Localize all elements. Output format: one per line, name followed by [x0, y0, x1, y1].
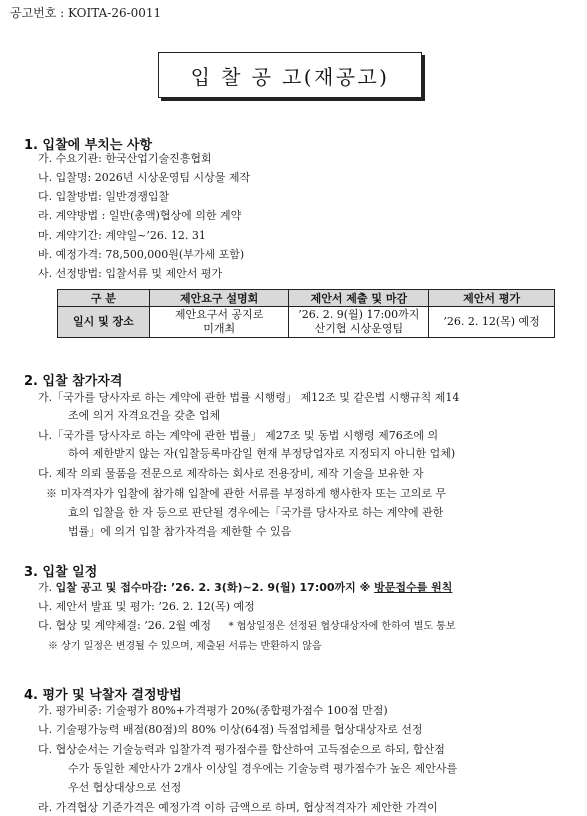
section-1-item: 나. 입찰명: 2026년 시상운영팀 시상물 제작	[38, 171, 251, 184]
section-3-line-registration	[38, 580, 452, 595]
section-2-heading: 2. 입찰 참가자격	[24, 374, 123, 389]
visit-submission-note: 방문접수를 원칙	[374, 581, 453, 594]
table-cell-line: 미개최	[203, 322, 236, 335]
section-2-line: 조에 의거 자격요건을 갖춘 업체	[68, 409, 221, 422]
section-2-line: 다. 제작 의뢰 물품을 전문으로 제작하는 회사로 전용장비, 제작 기술을 보유한 자	[38, 467, 424, 480]
section-3-line-negotiation	[38, 618, 456, 634]
table-cell-line: ’26. 2. 12(목) 예정	[443, 315, 540, 328]
section-1-item: 라. 계약방법 : 일반(총액)협상에 의한 계약	[38, 209, 242, 222]
section-1-heading: 1. 입찰에 부치는 사항	[24, 138, 153, 153]
section-3-heading: 3. 입찰 일정	[24, 565, 98, 580]
table-cell-submission	[289, 307, 429, 338]
table-cell-line: 제안요구서 공지로	[174, 308, 264, 321]
section-4-line: 수가 동일한 제안사가 2개사 이상일 경우에는 기술능력 평가점수가 높은 제안사를	[68, 762, 458, 775]
section-1-item: 가. 수요기관: 한국산업기술진흥협회	[38, 152, 212, 165]
section-2-line: 가.「국가를 당사자로 하는 계약에 관한 법률 시행령」 제12조 및 같은법 시행규칙 제14	[38, 391, 460, 404]
section-4-heading: 4. 평가 및 낙찰자 결정방법	[24, 688, 182, 703]
section-3-note: ※ 상기 일정은 변경될 수 있으며, 제출된 서류는 반환하지 않음	[48, 641, 322, 652]
section-4-line: 나. 기술평가능력 배점(80점)의 80% 이상(64점) 득점업체를 협상대상자로 선정	[38, 723, 423, 736]
table-row-label: 일시 및 장소	[58, 307, 150, 338]
table-header-cell: 구 분	[58, 290, 150, 307]
section-1-item: 마. 계약기간: 계약일~’26. 12. 31	[38, 229, 206, 242]
section-4-line: 다. 협상순서는 기술능력과 입찰가격 평가점수를 합산하여 고득점순으로 하되, 합산점	[38, 743, 445, 756]
section-1-item: 바. 예정가격: 78,500,000원(부가세 포함)	[38, 248, 245, 261]
section-3-line: 나. 제안서 발표 및 평가: ’26. 2. 12(목) 예정	[38, 600, 255, 613]
section-2-note: 효의 입찰을 한 자 등으로 판단될 경우에는「국가를 당사자로 하는 계약에 관한	[68, 506, 444, 519]
page-title: 입 찰 공 고(재공고)	[158, 52, 422, 98]
section-4-line: 우선 협상대상으로 선정	[68, 781, 182, 794]
notice-number: 공고번호 : KOITA-26-0011	[10, 6, 162, 20]
table-header-cell: 제안요구 설명회	[149, 290, 289, 307]
section-2-line: 하여 제한받지 않는 자(입찰등록마감일 현재 부정당업자로 지정되지 아니한 업체)	[68, 447, 456, 460]
table-cell-evaluation	[429, 307, 555, 338]
negotiation-note: * 협상일정은 선정된 협상대상자에 한하여 별도 통보	[228, 621, 456, 632]
section-4-line: 라. 가격협상 기준가격은 예정가격 이하 금액으로 하며, 협상적격자가 제안한 가격이	[38, 801, 438, 814]
schedule-table	[57, 289, 555, 338]
section-3-line: 다. 협상 및 계약체결: ’26. 2월 예정	[38, 619, 212, 632]
registration-deadline: 입찰 공고 및 접수마감: ’26. 2. 3(화)~2. 9(월) 17:00까지 ※	[55, 581, 375, 594]
section-2-line: 나.「국가를 당사자로 하는 계약에 관한 법률」 제27조 및 동법 시행령 제76조에 의	[38, 429, 439, 442]
table-cell-briefing	[149, 307, 289, 338]
section-2-note: 법률」에 의거 입찰 참가자격을 제한할 수 있음	[68, 525, 292, 538]
table-header-cell: 제안서 평가	[429, 290, 555, 307]
table-header-cell: 제안서 제출 및 마감	[289, 290, 429, 307]
table-header-row	[58, 290, 555, 307]
table-cell-line: ’26. 2. 9(월) 17:00까지	[298, 308, 420, 321]
table-cell-line: 산기협 시상운영팀	[314, 322, 404, 335]
table-row	[58, 307, 555, 338]
section-1-item: 다. 입찰방법: 일반경쟁입찰	[38, 190, 170, 203]
section-2-note: ※ 미자격자가 입찰에 참가해 입찰에 관한 서류를 부정하게 행사한자 또는 고의로 무	[46, 487, 447, 500]
section-3-line-prefix: 가.	[38, 581, 56, 594]
section-1-item: 사. 선정방법: 입찰서류 및 제안서 평가	[38, 267, 223, 280]
section-4-line: 가. 평가비중: 기술평가 80%+가격평가 20%(종합평가점수 100점 만점)	[38, 704, 388, 717]
